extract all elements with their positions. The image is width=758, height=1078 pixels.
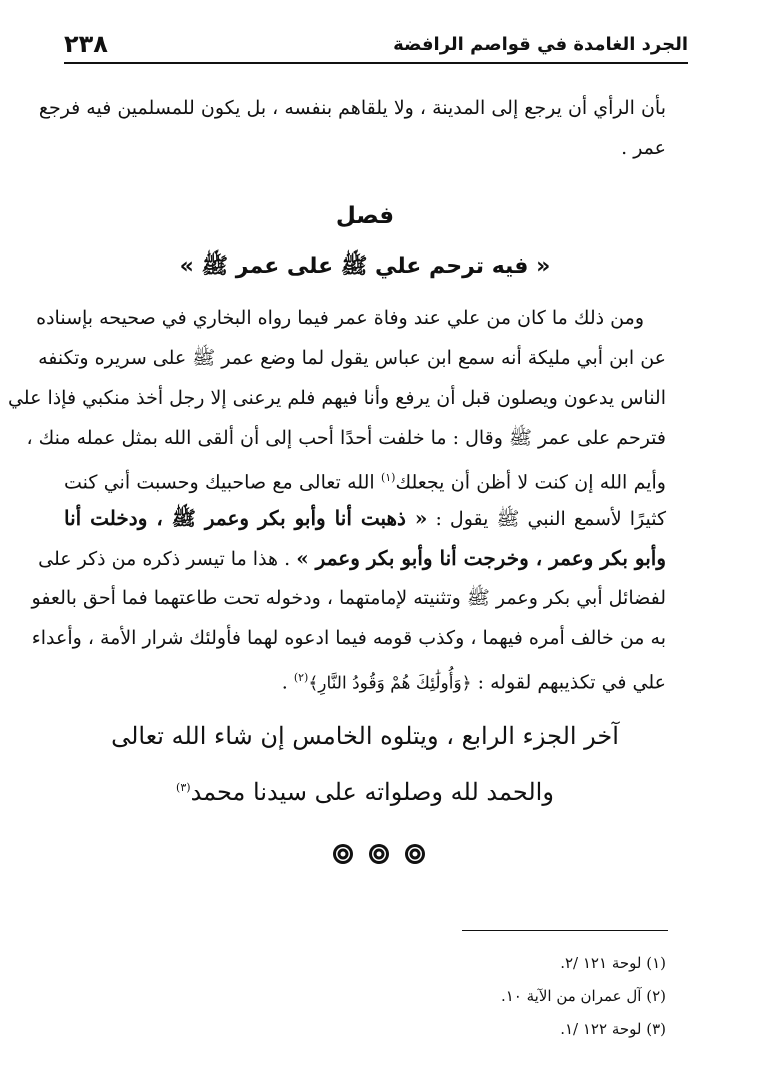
text-run: وأيم الله إن كنت لا أظن أن يجعلك xyxy=(395,471,666,494)
paragraph-line: به من خالف أمره فيهما ، وكذب قومه فيما ادعوه لهما فأولئك شرار الأمة ، وأعداء xyxy=(31,627,666,649)
paragraph-line: فترحم على عمر ﷺ وقال : ما خلفت أحدًا أحب إلى أن ألقى الله بمثل عمله منك ، xyxy=(26,427,666,449)
hadith-quote: « ذهبت أنا وأبو بكر وعمر ﷺ ، ودخلت أنا xyxy=(64,506,428,530)
page-number: ٢٣٨ xyxy=(64,30,108,58)
footnote: (٣) لوحة ١٢٢ /١. xyxy=(560,1020,666,1038)
colophon-line xyxy=(64,778,666,806)
text-run: والحمد لله وصلواته على سيدنا محمد xyxy=(190,778,554,806)
main-paragraph xyxy=(7,298,667,698)
footnote: (١) لوحة ١٢١ /٢. xyxy=(560,954,666,972)
paragraph-line: ومن ذلك ما كان من علي عند وفاة عمر فيما رواه البخاري في صحيحه بإسناده xyxy=(36,307,644,329)
ornament-divider xyxy=(0,843,758,865)
colophon-line: آخر الجزء الرابع ، ويتلوه الخامس إن شاء الله تعالى xyxy=(111,722,619,750)
footnote-ref: (٢) xyxy=(293,671,309,684)
paragraph-line: لفضائل أبي بكر وعمر ﷺ وتثنيته لإمامتهما ، ودخوله تحت طاعتهما فما أحق بالعفو xyxy=(31,587,666,609)
text-run: كثيرًا لأسمع النبي ﷺ يقول : xyxy=(427,508,667,530)
text-run: . هذا ما تيسر ذكره من ذكر على xyxy=(38,548,297,570)
running-title: الجرد الغامدة في قواصم الرافضة xyxy=(393,34,688,55)
quran-quote: ﴿وَأُولَٰئِكَ هُمْ وَقُودُ النَّارِ﴾ xyxy=(308,673,472,694)
flower-ornament-icon xyxy=(332,843,354,865)
text-run: الله تعالى مع صاحبيك وحسبت أني كنت xyxy=(64,471,381,494)
text-run: . xyxy=(281,671,294,694)
footnote-ref: (٣) xyxy=(176,781,191,794)
chapter-heading: « فيه ترحم علي ﷺ على عمر ﷺ » xyxy=(179,254,551,279)
paragraph-line: عن ابن أبي مليكة أنه سمع ابن عباس يقول لما وضع عمر ﷺ على سريره وتكنفه xyxy=(38,347,666,369)
footnote-rule xyxy=(462,930,668,931)
flower-ornament-icon xyxy=(368,843,390,865)
paragraph-line: بأن الرأي أن يرجع إلى المدينة ، ولا يلقاهم بنفسه ، بل يكون للمسلمين فيه فرجع xyxy=(38,97,666,119)
paragraph-line: عمر . xyxy=(621,137,666,159)
header-rule xyxy=(64,62,688,64)
flower-ornament-icon xyxy=(404,843,426,865)
paragraph-top xyxy=(38,88,666,168)
footnotes xyxy=(64,947,666,1046)
paragraph-line: الناس يدعون ويصلون قبل أن يرفع وأنا فيهم فلم يرعنى إلا رجل أخذ منكبي فإذا علي xyxy=(7,387,666,409)
page-header xyxy=(64,30,688,64)
section-heading: فصل xyxy=(335,203,395,229)
hadith-quote: وأبو بكر وعمر ، وخرجت أنا وأبو بكر وعمر » xyxy=(296,546,666,570)
paragraph-line xyxy=(64,498,666,538)
paragraph-line xyxy=(38,538,666,578)
text-run: علي في تكذيبهم لقوله : xyxy=(471,671,666,694)
paragraph-line xyxy=(64,458,666,498)
footnote: (٢) آل عمران من الآية ١٠. xyxy=(500,987,666,1005)
footnote-ref: (١) xyxy=(380,471,396,484)
paragraph-line xyxy=(64,658,666,698)
